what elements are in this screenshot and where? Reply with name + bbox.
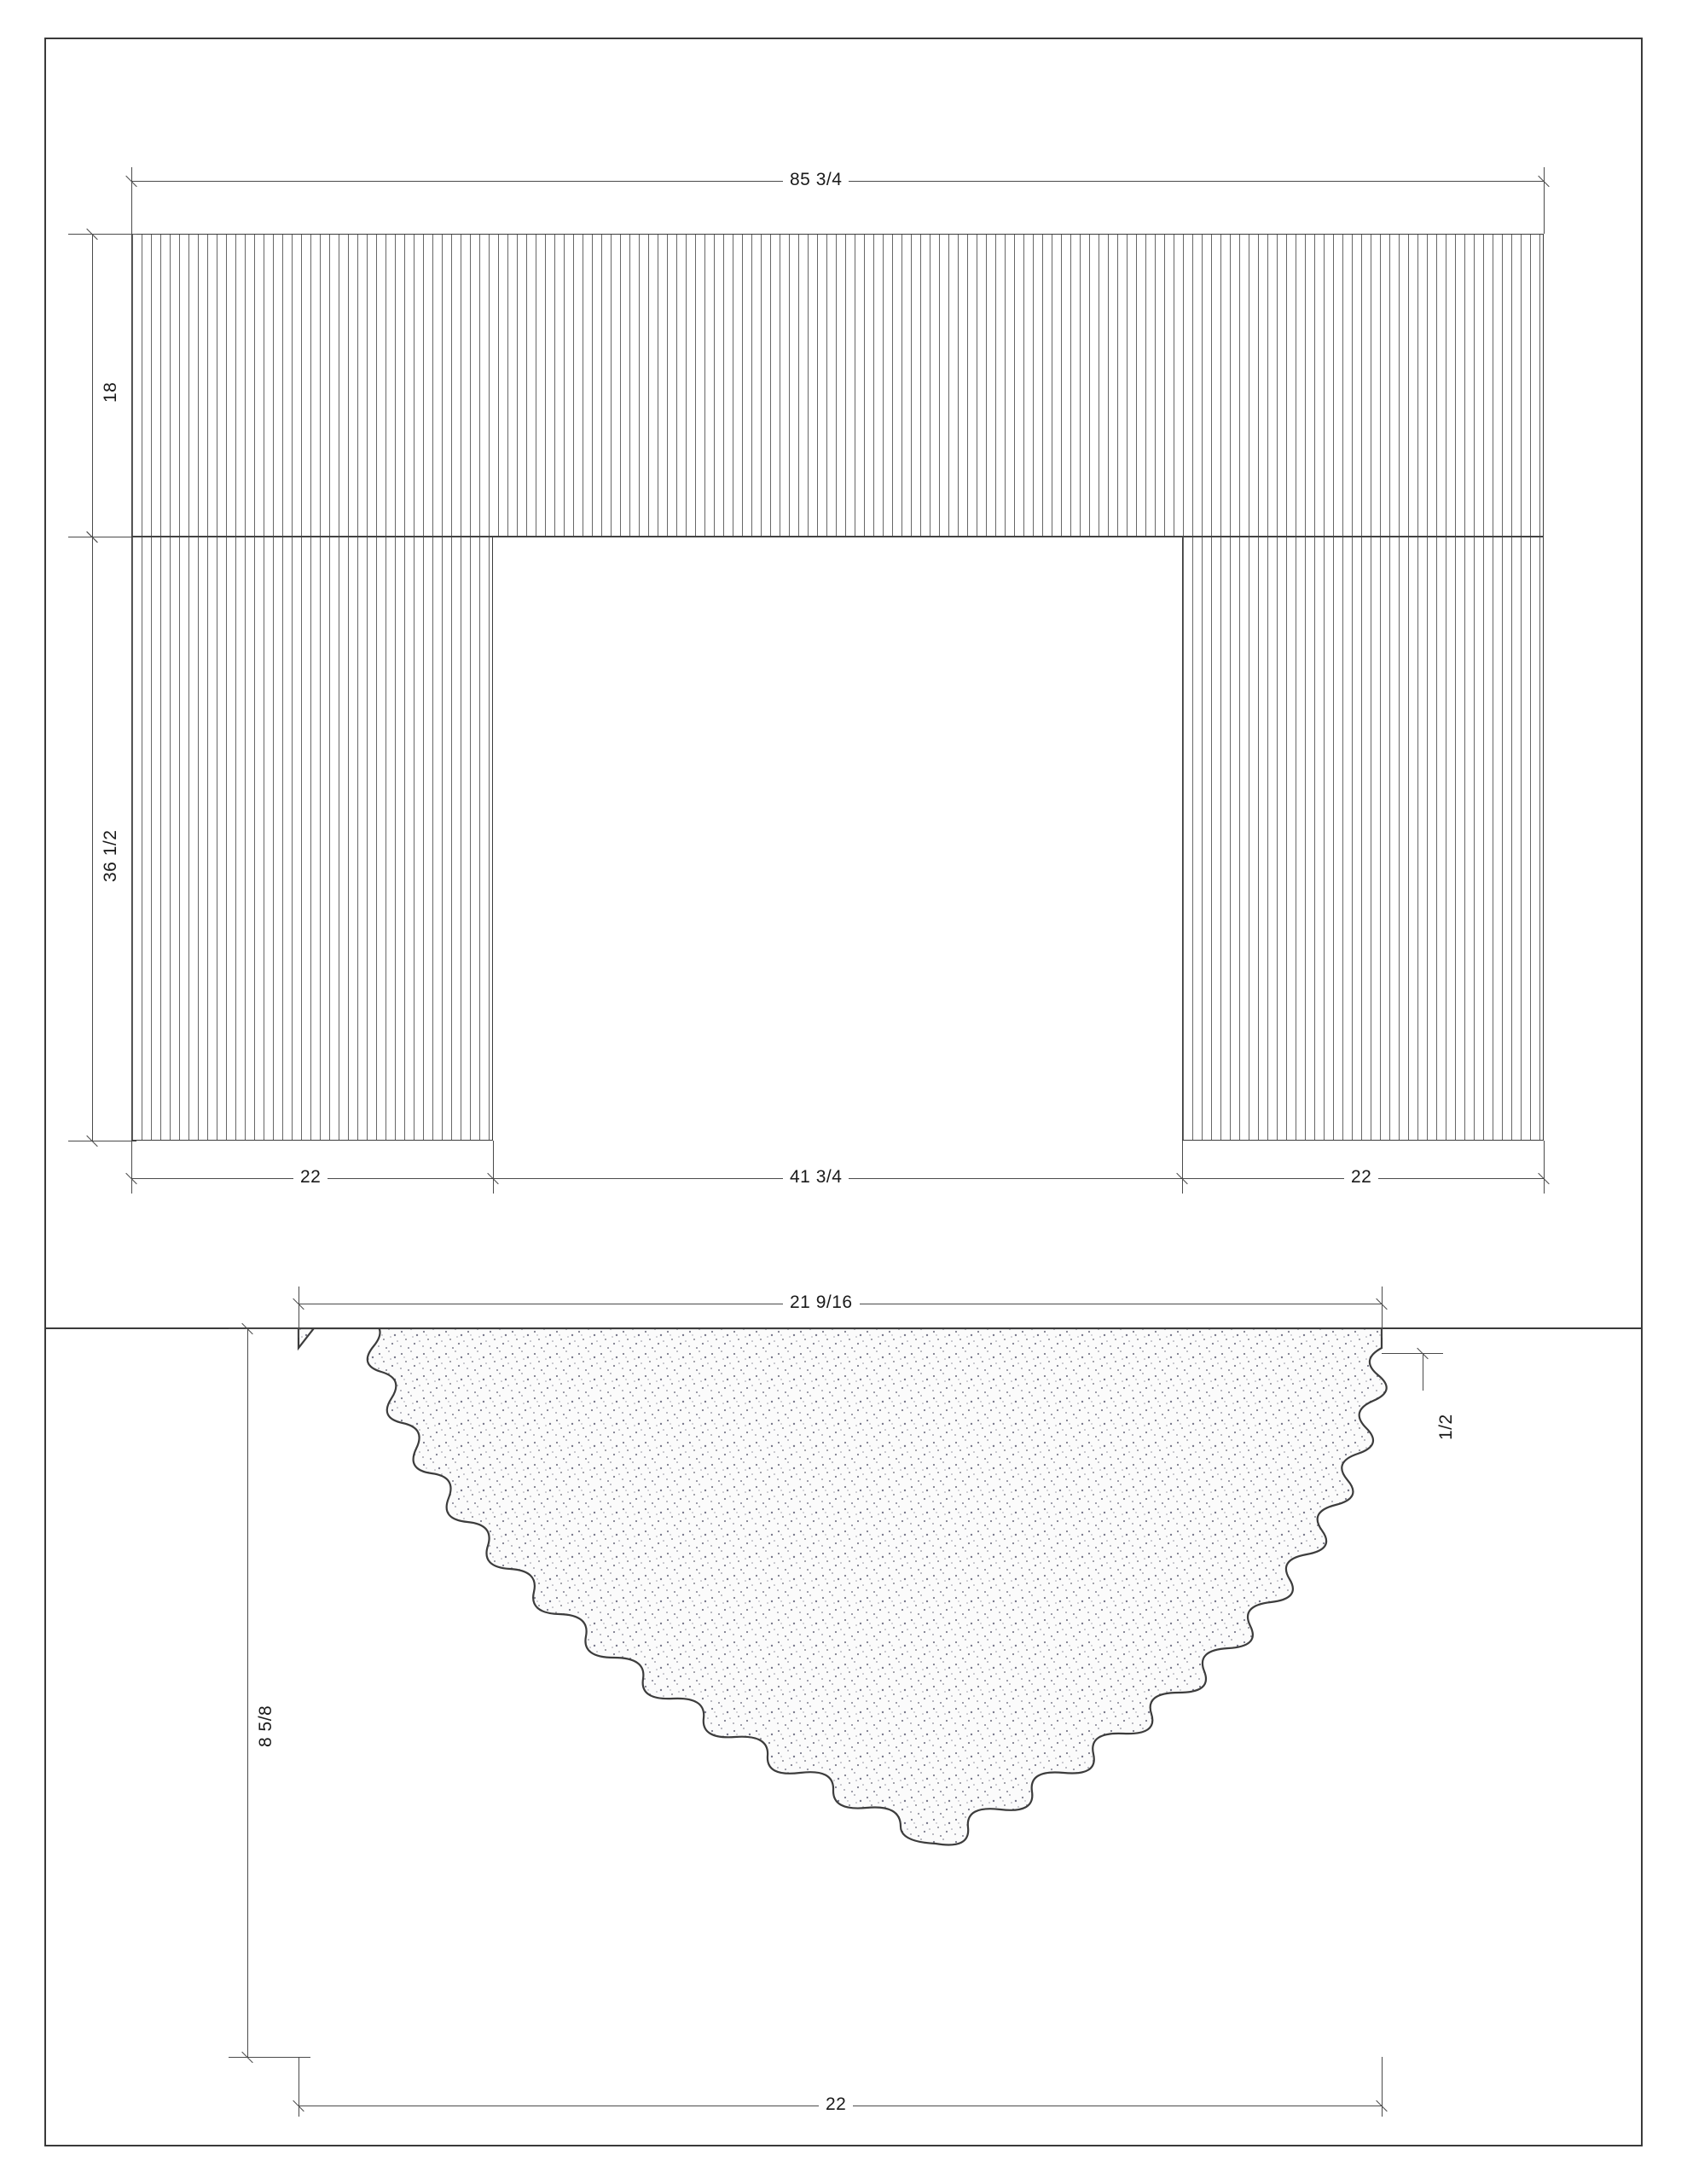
ext-line-left-top (131, 167, 132, 234)
plan-dim-label-top-width: 21 9/16 (783, 1292, 860, 1313)
plan-dim-label-bottom-width: 22 (819, 2094, 853, 2115)
dim-label-right-leg-width: 22 (1344, 1167, 1378, 1188)
dim-label-header-height: 18 (101, 377, 121, 408)
ext-line-bot-right (1544, 1141, 1545, 1194)
plan-dim-label-depth: 8 5/8 (256, 1700, 276, 1752)
plan-shape-svg (0, 1327, 1687, 2184)
mantel-left-leg (131, 537, 493, 1141)
plan-scalloped-outline (299, 1327, 1387, 1844)
dim-label-opening-width: 41 3/4 (783, 1167, 849, 1188)
dim-label-left-leg-width: 22 (293, 1167, 328, 1188)
mantel-right-leg (1182, 537, 1544, 1141)
dim-line-header-height (92, 234, 93, 537)
ext-line-header-top (68, 234, 136, 235)
ext-line-right-top (1544, 167, 1545, 234)
plan-dim-label-edge-offset: 1/2 (1436, 1409, 1457, 1445)
mantel-header-panel (131, 234, 1544, 537)
plan-leader-line-h (1382, 1353, 1443, 1354)
plan-dim-line-depth (247, 1328, 248, 2057)
ext-line-bot-leftleg (493, 1141, 494, 1194)
plan-ext-top-right-v (1382, 1287, 1383, 1338)
dim-label-overall-width: 85 3/4 (783, 170, 849, 190)
dim-label-leg-height: 36 1/2 (101, 825, 121, 887)
ext-line-bot-left (131, 1141, 132, 1194)
dim-line-leg-height (92, 537, 93, 1141)
plan-section-view (0, 1292, 1687, 2184)
plan-ext-left-top (229, 1328, 310, 1329)
ext-line-bot-rightleg (1182, 1141, 1183, 1194)
